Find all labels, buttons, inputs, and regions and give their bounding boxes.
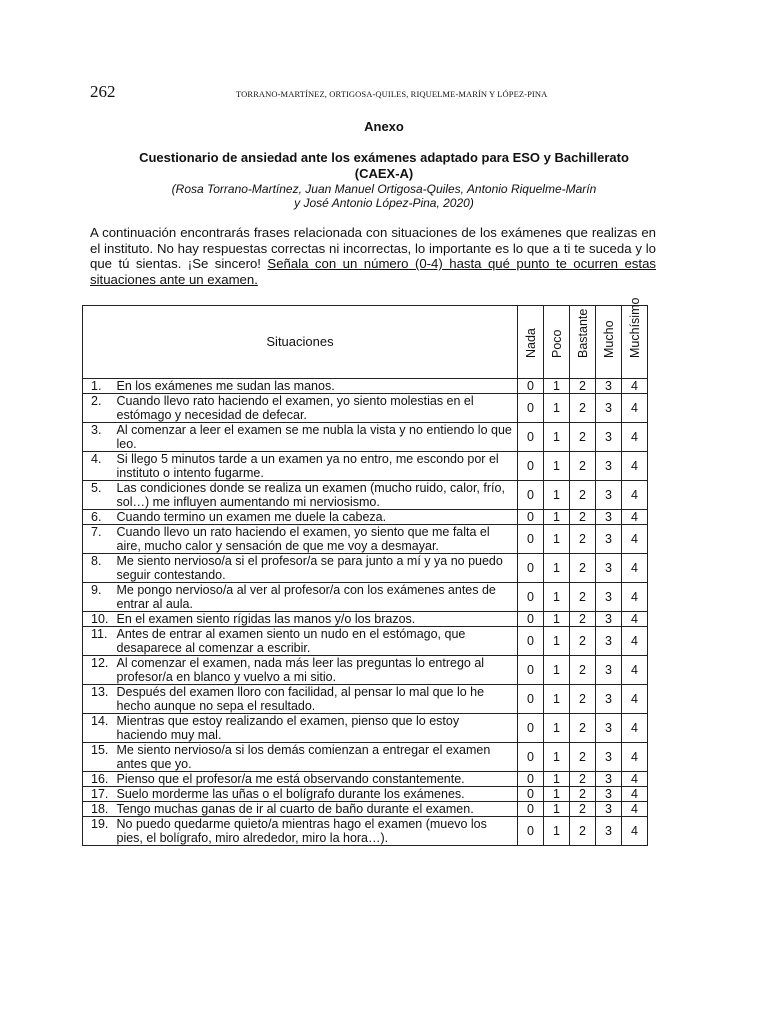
response-value: 0 xyxy=(518,554,544,583)
option-label-poco: Poco xyxy=(549,329,564,358)
item-text: Suelo morderme las uñas o el bolígrafo durante los exámenes. xyxy=(117,787,518,802)
item-number: 13. xyxy=(83,685,117,714)
response-value: 3 xyxy=(596,481,622,510)
table-row xyxy=(83,379,648,394)
item-text: Me siento nervioso/a si los demás comienzan a entregar el examen antes que yo. xyxy=(117,743,518,772)
response-value: 0 xyxy=(518,817,544,846)
response-value: 0 xyxy=(518,452,544,481)
table-row xyxy=(83,452,648,481)
item-number: 17. xyxy=(83,787,117,802)
table-row xyxy=(83,714,648,743)
table-row xyxy=(83,627,648,656)
response-value: 2 xyxy=(570,612,596,627)
response-value: 2 xyxy=(570,817,596,846)
response-value: 3 xyxy=(596,554,622,583)
table-row xyxy=(83,685,648,714)
item-number: 12. xyxy=(83,656,117,685)
item-text: Después del examen lloro con facilidad, al pensar lo mal que lo he hecho aunque no sepa el resultado. xyxy=(117,685,518,714)
response-value: 2 xyxy=(570,583,596,612)
response-value: 2 xyxy=(570,685,596,714)
table-row xyxy=(83,554,648,583)
response-value: 0 xyxy=(518,772,544,787)
response-value: 4 xyxy=(622,481,648,510)
questionnaire-title xyxy=(100,150,668,182)
item-number: 5. xyxy=(83,481,117,510)
response-value: 4 xyxy=(622,772,648,787)
response-value: 1 xyxy=(544,685,570,714)
response-value: 3 xyxy=(596,525,622,554)
response-value: 2 xyxy=(570,379,596,394)
response-value: 1 xyxy=(544,510,570,525)
item-number: 16. xyxy=(83,772,117,787)
response-value: 2 xyxy=(570,787,596,802)
authors-line1: (Rosa Torrano-Martínez, Juan Manuel Ortigosa-Quiles, Antonio Riquelme-Marín xyxy=(171,182,597,196)
table-row xyxy=(83,802,648,817)
response-value: 0 xyxy=(518,787,544,802)
item-text: Tengo muchas ganas de ir al cuarto de baño durante el examen. xyxy=(117,802,518,817)
response-value: 1 xyxy=(544,656,570,685)
annex-title: Anexo xyxy=(364,119,404,134)
option-label-mucho: Mucho xyxy=(601,320,616,358)
response-value: 1 xyxy=(544,802,570,817)
item-text: Las condiciones donde se realiza un examen (mucho ruido, calor, frío, sol…) me influyen aumentando mi nerviosismo. xyxy=(117,481,518,510)
table-row xyxy=(83,817,648,846)
response-value: 3 xyxy=(596,510,622,525)
item-text: Mientras que estoy realizando el examen, pienso que lo estoy haciendo muy mal. xyxy=(117,714,518,743)
authors xyxy=(100,182,668,210)
response-value: 1 xyxy=(544,379,570,394)
response-value: 1 xyxy=(544,583,570,612)
table-row xyxy=(83,525,648,554)
response-value: 3 xyxy=(596,452,622,481)
response-value: 3 xyxy=(596,714,622,743)
response-value: 3 xyxy=(596,379,622,394)
response-value: 1 xyxy=(544,743,570,772)
response-value: 1 xyxy=(544,423,570,452)
table-header-row xyxy=(83,306,648,379)
response-value: 3 xyxy=(596,656,622,685)
response-value: 4 xyxy=(622,452,648,481)
response-value: 2 xyxy=(570,743,596,772)
table-row xyxy=(83,583,648,612)
item-number: 3. xyxy=(83,423,117,452)
response-value: 1 xyxy=(544,452,570,481)
authors-line2: y José Antonio López-Pina, 2020) xyxy=(294,196,474,210)
running-head: TORRANO-MARTÍNEZ, ORTIGOSA-QUILES, RIQUELME-MARÍN Y LÓPEZ-PINA xyxy=(236,89,548,99)
item-number: 4. xyxy=(83,452,117,481)
item-text: Me pongo nervioso/a al ver al profesor/a con los exámenes antes de entrar al aula. xyxy=(117,583,518,612)
response-value: 0 xyxy=(518,379,544,394)
response-value: 1 xyxy=(544,627,570,656)
response-value: 1 xyxy=(544,554,570,583)
response-value: 4 xyxy=(622,714,648,743)
option-header xyxy=(570,306,596,379)
response-value: 4 xyxy=(622,612,648,627)
response-value: 0 xyxy=(518,685,544,714)
response-value: 2 xyxy=(570,423,596,452)
response-value: 4 xyxy=(622,817,648,846)
response-value: 2 xyxy=(570,772,596,787)
table-row xyxy=(83,510,648,525)
response-value: 2 xyxy=(570,452,596,481)
item-text: En los exámenes me sudan las manos. xyxy=(117,379,518,394)
item-text: Antes de entrar al examen siento un nudo en el estómago, que desaparece al comenzar a escribir. xyxy=(117,627,518,656)
response-value: 2 xyxy=(570,394,596,423)
page-number: 262 xyxy=(90,82,116,101)
response-value: 2 xyxy=(570,510,596,525)
response-value: 4 xyxy=(622,787,648,802)
response-value: 0 xyxy=(518,627,544,656)
response-value: 3 xyxy=(596,817,622,846)
item-text: Si llego 5 minutos tarde a un examen ya no entro, me escondo por el instituto o intento fugarme. xyxy=(117,452,518,481)
item-number: 1. xyxy=(83,379,117,394)
item-text: Cuando llevo rato haciendo el examen, yo siento molestias en el estómago y necesidad de defecar. xyxy=(117,394,518,423)
response-value: 3 xyxy=(596,583,622,612)
response-value: 3 xyxy=(596,802,622,817)
item-text: No puedo quedarme quieto/a mientras hago el examen (muevo los pies, el bolígrafo, miro alrededor, miro la hora…). xyxy=(117,817,518,846)
response-value: 2 xyxy=(570,714,596,743)
response-value: 0 xyxy=(518,394,544,423)
item-number: 6. xyxy=(83,510,117,525)
response-value: 4 xyxy=(622,685,648,714)
response-value: 3 xyxy=(596,685,622,714)
option-label-bastante: Bastante xyxy=(575,308,590,358)
item-number: 14. xyxy=(83,714,117,743)
item-text: Cuando termino un examen me duele la cabeza. xyxy=(117,510,518,525)
item-text: Cuando llevo un rato haciendo el examen, yo siento que me falta el aire, mucho calor y sensación de que me voy a desmayar. xyxy=(117,525,518,554)
response-value: 1 xyxy=(544,817,570,846)
response-value: 3 xyxy=(596,787,622,802)
instructions-underlined: Señala con un número (0-4) hasta qué punto te ocurren estas situaciones ante un examen. xyxy=(90,256,656,287)
table-row xyxy=(83,772,648,787)
item-number: 11. xyxy=(83,627,117,656)
response-value: 2 xyxy=(570,481,596,510)
response-value: 4 xyxy=(622,423,648,452)
response-value: 2 xyxy=(570,802,596,817)
response-value: 0 xyxy=(518,743,544,772)
response-value: 2 xyxy=(570,525,596,554)
item-text: Al comenzar a leer el examen se me nubla la vista y no entiendo lo que leo. xyxy=(117,423,518,452)
table-row xyxy=(83,656,648,685)
response-value: 4 xyxy=(622,627,648,656)
item-number: 8. xyxy=(83,554,117,583)
response-value: 4 xyxy=(622,554,648,583)
option-label-muchisimo: Muchísimo xyxy=(627,297,642,358)
item-number: 10. xyxy=(83,612,117,627)
table-row xyxy=(83,394,648,423)
response-value: 1 xyxy=(544,394,570,423)
response-value: 1 xyxy=(544,525,570,554)
item-number: 18. xyxy=(83,802,117,817)
response-value: 4 xyxy=(622,656,648,685)
response-value: 4 xyxy=(622,394,648,423)
item-number: 9. xyxy=(83,583,117,612)
response-value: 2 xyxy=(570,656,596,685)
option-label-nada: Nada xyxy=(523,328,538,358)
response-value: 1 xyxy=(544,787,570,802)
response-value: 0 xyxy=(518,656,544,685)
questionnaire-title-line2: (CAEX-A) xyxy=(354,166,414,181)
response-value: 3 xyxy=(596,772,622,787)
response-value: 4 xyxy=(622,525,648,554)
response-value: 3 xyxy=(596,743,622,772)
option-header xyxy=(518,306,544,379)
questionnaire-title-line1: Cuestionario de ansiedad ante los exámenes adaptado para ESO y Bachillerato xyxy=(139,150,629,165)
response-value: 3 xyxy=(596,423,622,452)
table-row xyxy=(83,423,648,452)
table-row xyxy=(83,787,648,802)
response-value: 1 xyxy=(544,714,570,743)
option-header xyxy=(622,297,648,379)
response-value: 0 xyxy=(518,612,544,627)
option-header xyxy=(544,306,570,379)
response-value: 4 xyxy=(622,510,648,525)
table-row xyxy=(83,612,648,627)
response-value: 0 xyxy=(518,510,544,525)
response-value: 0 xyxy=(518,802,544,817)
item-number: 15. xyxy=(83,743,117,772)
option-header xyxy=(596,306,622,379)
response-value: 4 xyxy=(622,583,648,612)
response-value: 1 xyxy=(544,612,570,627)
item-text: Al comenzar el examen, nada más leer las preguntas lo entrego al profesor/a en blanco y vuelvo a mi sitio. xyxy=(117,656,518,685)
response-value: 4 xyxy=(622,743,648,772)
questionnaire-table xyxy=(82,297,648,846)
instructions xyxy=(90,225,656,287)
response-value: 1 xyxy=(544,772,570,787)
table-row xyxy=(83,743,648,772)
response-value: 1 xyxy=(544,481,570,510)
item-text: En el examen siento rígidas las manos y/o los brazos. xyxy=(117,612,518,627)
response-value: 0 xyxy=(518,481,544,510)
item-number: 19. xyxy=(83,817,117,846)
item-text: Me siento nervioso/a si el profesor/a se para junto a mí y ya no puedo seguir contestando. xyxy=(117,554,518,583)
response-value: 3 xyxy=(596,612,622,627)
item-text: Pienso que el profesor/a me está observando constantemente. xyxy=(117,772,518,787)
response-value: 0 xyxy=(518,714,544,743)
response-value: 4 xyxy=(622,802,648,817)
situations-header: Situaciones xyxy=(83,306,518,379)
response-value: 3 xyxy=(596,394,622,423)
response-value: 2 xyxy=(570,627,596,656)
response-value: 0 xyxy=(518,583,544,612)
response-value: 0 xyxy=(518,423,544,452)
table-row xyxy=(83,481,648,510)
response-value: 2 xyxy=(570,554,596,583)
instructions-text: A continuación encontrarás frases relacionada con situaciones de los exámenes que realizas en el instituto. No hay respuestas correctas ni incorrectas, lo importante es lo que a ti te suceda y lo que tú sientas. ¡Se sincero! xyxy=(90,225,656,272)
response-value: 3 xyxy=(596,627,622,656)
item-number: 7. xyxy=(83,525,117,554)
response-value: 4 xyxy=(622,379,648,394)
item-number: 2. xyxy=(83,394,117,423)
response-value: 0 xyxy=(518,525,544,554)
